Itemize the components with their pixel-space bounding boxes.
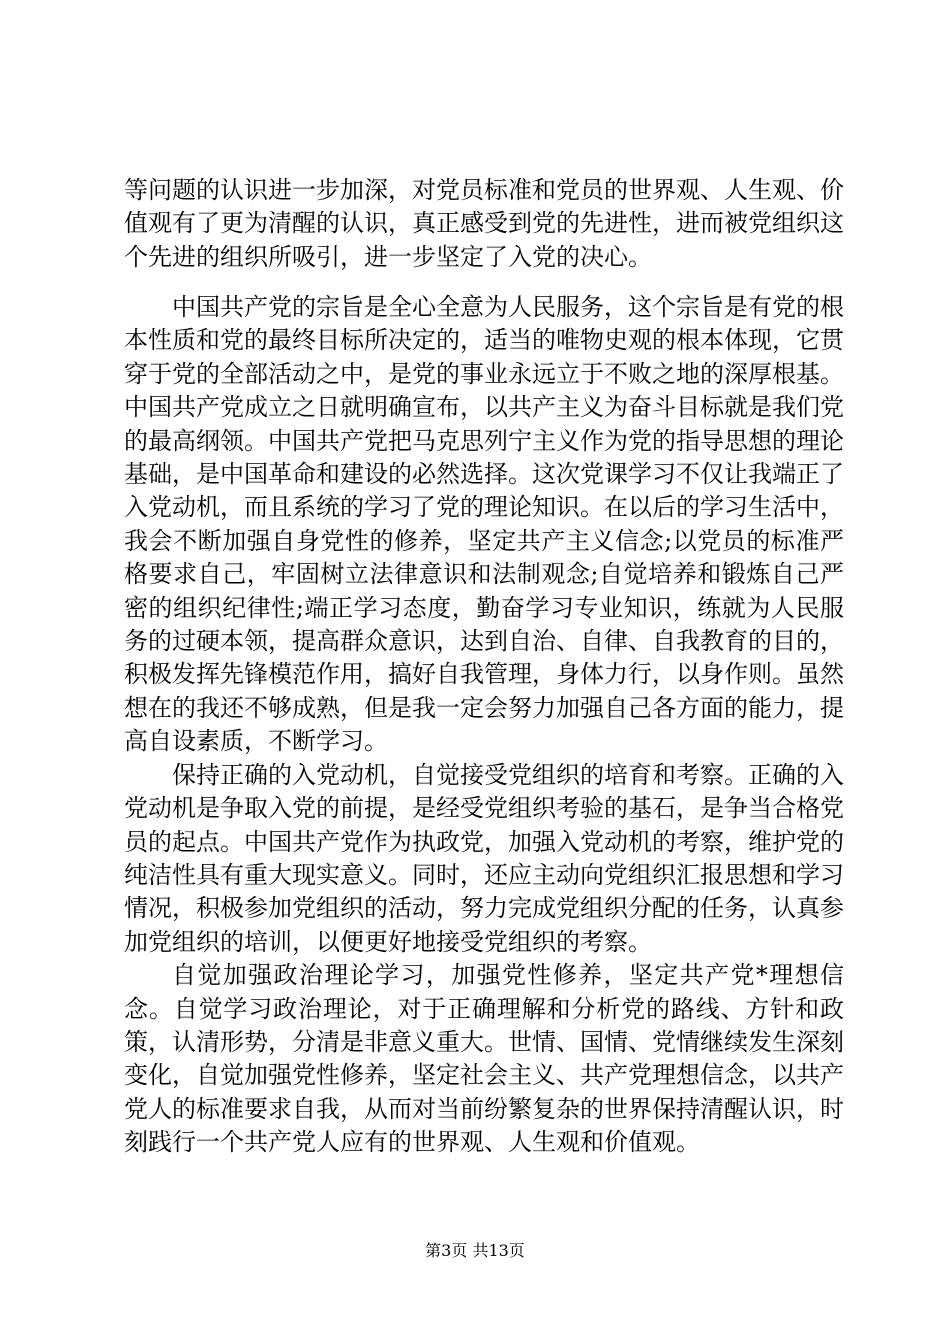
paragraph-party-purpose: 中国共产党的宗旨是全心全意为人民服务，这个宗旨是有党的根本性质和党的最终目标所决定的，适当的唯物史观的根本体现，它贯穿于党的全部活动之中，是党的事业永远立于不败之地的深厚根基。中国共产党成立之日就明确宣布，以共产主义为奋斗目标就是我们党的最高纲领。中国共产党把马克思列宁主义作为党的指导思想的理论基础，是中国革命和建设的必然选择。这次党课学习不仅让我端正了入党动机，而且系统的学习了党的理论知识。在以后的学习生活中，我会不断加强自身党性的修养，坚定共产主义信念;以党员的标准严格要求自己，牢固树立法律意识和法制观念;自觉培养和锻炼自己严密的组织纪律性;端正学习态度，勤奋学习专业知识，练就为人民服务的过硬本领，提高群众意识，达到自治、自律、自我教育的目的，积极发挥先锋模范作用，搞好自我管理，身体力行，以身作则。虽然想在的我还不够成熟，但是我一定会努力加强自己各方面的能力，提高自设素质，不断学习。 xyxy=(124,293,844,756)
page-number-footer: 第3页 共13页 xyxy=(425,1241,525,1260)
continuation-block xyxy=(124,174,844,274)
body-text xyxy=(124,291,844,1160)
continuation-paragraph: 等问题的认识进一步加深，对党员标准和党员的世界观、人生观、价值观有了更为清醒的认识，真正感受到党的先进性，进而被党组织这个先进的组织所吸引，进一步坚定了入党的决心。 xyxy=(124,176,844,271)
paragraph-political-theory: 自觉加强政治理论学习，加强党性修养，坚定共产党*理想信念。自觉学习政治理论，对于正确理解和分析党的路线、方针和政策，认清形势，分清是非意义重大。世情、国情、党情继续发生深刻变化，自觉加强党性修养，坚定社会主义、共产党理想信念，以共产党人的标准要求自我，从而对当前纷繁复杂的世界保持清醒认识，时刻践行一个共产党人应有的世界观、人生观和价值观。 xyxy=(124,961,844,1157)
paragraph-party-motivation: 保持正确的入党动机，自觉接受党组织的培育和考察。正确的入党动机是争取入党的前提，是经受党组织考验的基石，是争当合格党员的起点。中国共产党作为执政党，加强入党动机的考察，维护党的纯洁性具有重大现实意义。同时，还应主动向党组织汇报思想和学习情况，积极参加党组织的活动，努力完成党组织分配的任务，认真参加党组织的培训，以便更好地接受党组织的考察。 xyxy=(124,760,844,956)
